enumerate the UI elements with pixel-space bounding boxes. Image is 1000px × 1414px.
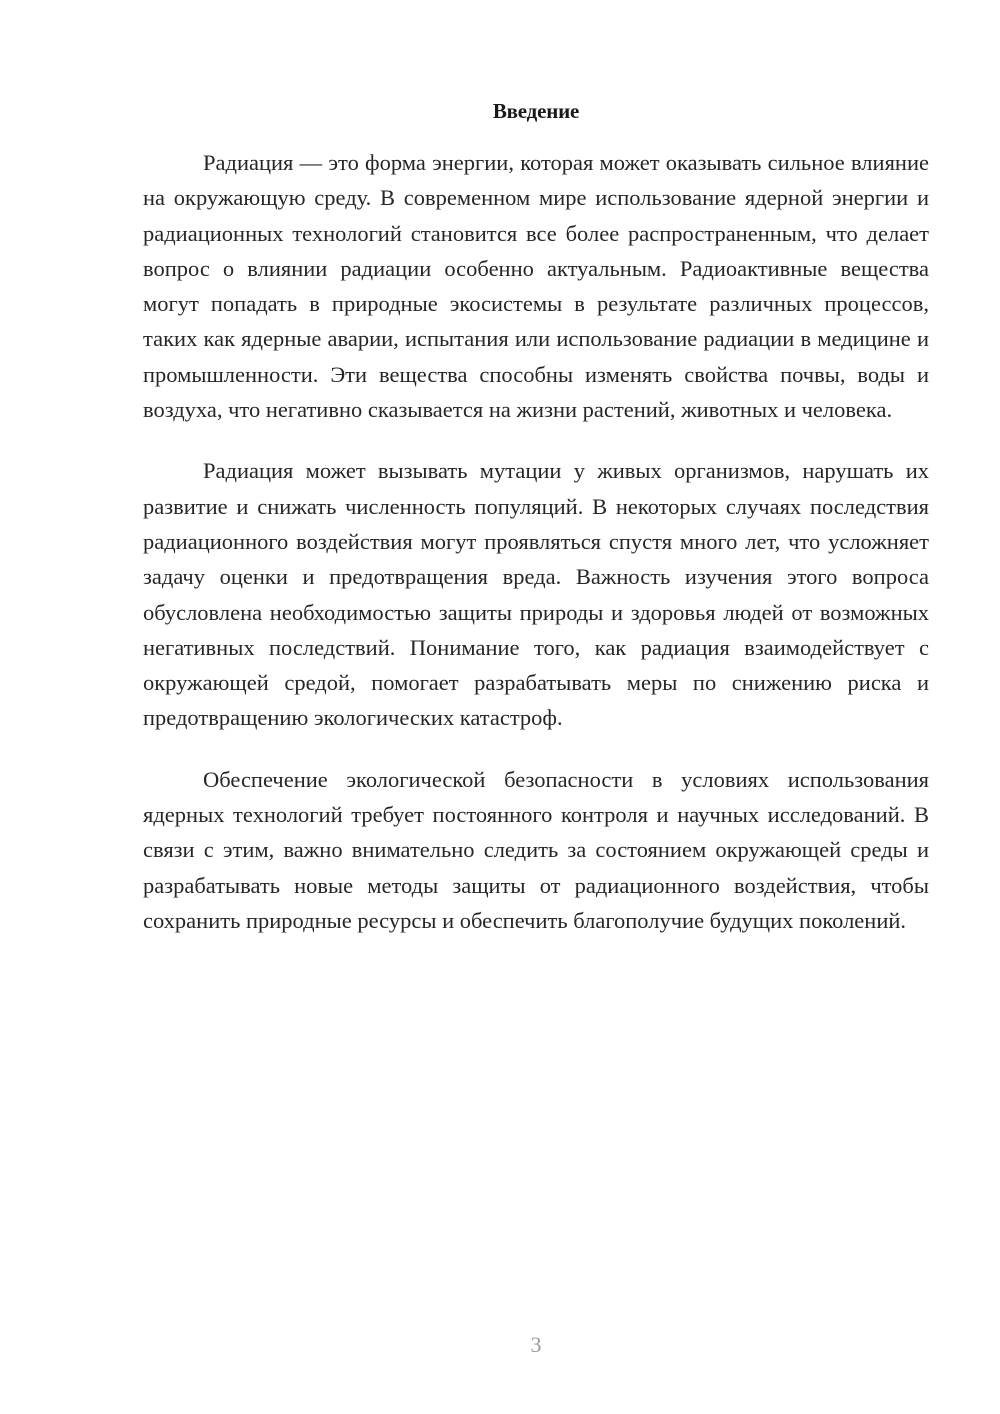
paragraph-3: Обеспечение экологической безопасности в условиях использования ядерных технологий требует постоянного контроля и научных исследований. В связи с этим, важно внимательно следить за состоянием окружающей среды и разрабатывать новые методы защиты от радиационного воздействия, чтобы сохранить природные ресурсы и обеспечить благополучие будущих поколений. xyxy=(143,766,929,933)
paragraph-1: Радиация — это форма энергии, которая может оказывать сильное влияние на окружающую среду. В современном мире использование ядерной энергии и радиационных технологий становится все более распространенным, что делает вопрос о влиянии радиации особенно актуальным. Радиоактивные вещества могут попадать в природные экосистемы в результате различных процессов, таких как ядерные аварии, испытания или использование радиации в медицине и промышленности. Эти вещества способны изменять свойства почвы, воды и воздуха, что негативно сказывается на жизни растений, животных и человека. xyxy=(143,150,929,423)
page-number: 3 xyxy=(530,1332,542,1357)
page-content xyxy=(143,96,929,938)
paragraph-2: Радиация может вызывать мутации у живых организмов, нарушать их развитие и снижать численность популяций. В некоторых случаях последствия радиационного воздействия могут проявляться спустя много лет, что усложняет задачу оценки и предотвращения вреда. Важность изучения этого вопроса обусловлена необходимостью защиты природы и здоровья людей от возможных негативных последствий. Понимание того, как радиация взаимодействует с окружающей средой, помогает разрабатывать меры по снижению риска и предотвращению экологических катастроф. xyxy=(143,458,929,731)
section-title: Введение xyxy=(492,99,580,123)
